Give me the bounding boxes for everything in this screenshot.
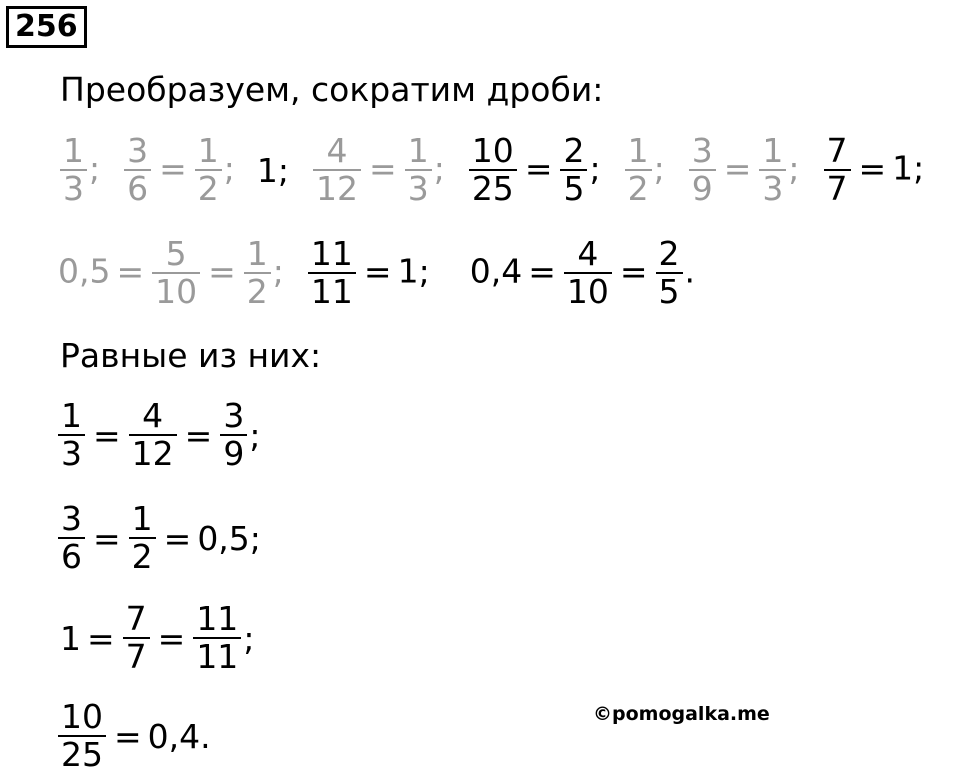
fraction: $\frac{3}{9}$: [220, 398, 247, 472]
watermark: ©pomogalka.me: [593, 703, 770, 725]
equality-row-1: $\frac{1}{3}$ = $\frac{4}{12}$ = $\frac{3}{9}$ ;: [56, 391, 260, 479]
fraction: $\frac{2}{5}$: [656, 236, 683, 310]
fraction: $\frac{4}{12}$: [129, 398, 177, 472]
fraction: $\frac{1}{3}$: [759, 133, 786, 207]
fraction-group: $\frac{3}{6}$ = $\frac{1}{2}$ ;: [122, 133, 257, 207]
equality-row-4: $\frac{10}{25}$ = 0,4 .: [56, 692, 211, 780]
fraction: $\frac{10}{25}$: [58, 699, 106, 773]
fractions-line-1: [58, 126, 924, 214]
fraction: $\frac{11}{11}$: [193, 601, 241, 675]
fraction: $\frac{1}{2}$: [625, 133, 652, 207]
fraction: $\frac{1}{2}$: [244, 236, 271, 310]
fraction: $\frac{1}{3}$: [58, 398, 85, 472]
fractions-line-2: [58, 229, 695, 317]
fraction: $\frac{1}{2}$: [195, 133, 222, 207]
fraction-group: $\frac{4}{12}$ = $\frac{1}{3}$ ;: [311, 133, 467, 207]
fraction: $\frac{1}{2}$: [129, 501, 156, 575]
equality-row-2: $\frac{3}{6}$ = $\frac{1}{2}$ = 0,5 ;: [56, 494, 261, 582]
fraction: $\frac{4}{12}$: [313, 133, 361, 207]
fraction-group: $\frac{1}{2}$ ;: [623, 133, 687, 207]
fraction-group: $\frac{10}{25}$ = $\frac{2}{5}$ ;: [467, 133, 623, 207]
equality-row-3: 1 = $\frac{7}{7}$ = $\frac{11}{11}$ ;: [60, 599, 255, 676]
fraction: $\frac{3}{6}$: [124, 133, 151, 207]
intro-text: Преобразуем, сократим дроби:: [60, 70, 604, 109]
fraction: $\frac{7}{7}$: [123, 601, 150, 675]
fraction: $\frac{11}{11}$: [308, 236, 356, 310]
fraction-group: $\frac{11}{11}$ = 1;: [306, 236, 470, 310]
fraction: $\frac{1}{3}$: [60, 133, 87, 207]
fraction-group: 0,5 = $\frac{5}{10}$ = $\frac{1}{2}$ ;: [58, 234, 284, 311]
fraction-group: $\frac{3}{9}$ = $\frac{1}{3}$ ;: [687, 133, 822, 207]
task-number: 256: [6, 6, 87, 48]
fraction: $\frac{2}{5}$: [560, 133, 587, 207]
fraction: $\frac{7}{7}$: [824, 133, 851, 207]
fraction: $\frac{3}{6}$: [58, 501, 85, 575]
fraction-group: $\frac{1}{3}$ ;: [58, 133, 122, 207]
fraction-group: 1;: [256, 150, 290, 190]
fraction-group: $\frac{7}{7}$ = 1;: [822, 133, 925, 207]
fraction: $\frac{4}{10}$: [564, 236, 612, 310]
fraction-group: 0,4 = $\frac{4}{10}$ = $\frac{2}{5}$ .: [469, 234, 695, 311]
fraction: $\frac{3}{9}$: [689, 133, 716, 207]
equal-header: Равные из них:: [60, 336, 322, 375]
fraction: $\frac{5}{10}$: [152, 236, 200, 310]
fraction: $\frac{1}{3}$: [405, 133, 432, 207]
fraction: $\frac{10}{25}$: [469, 133, 517, 207]
